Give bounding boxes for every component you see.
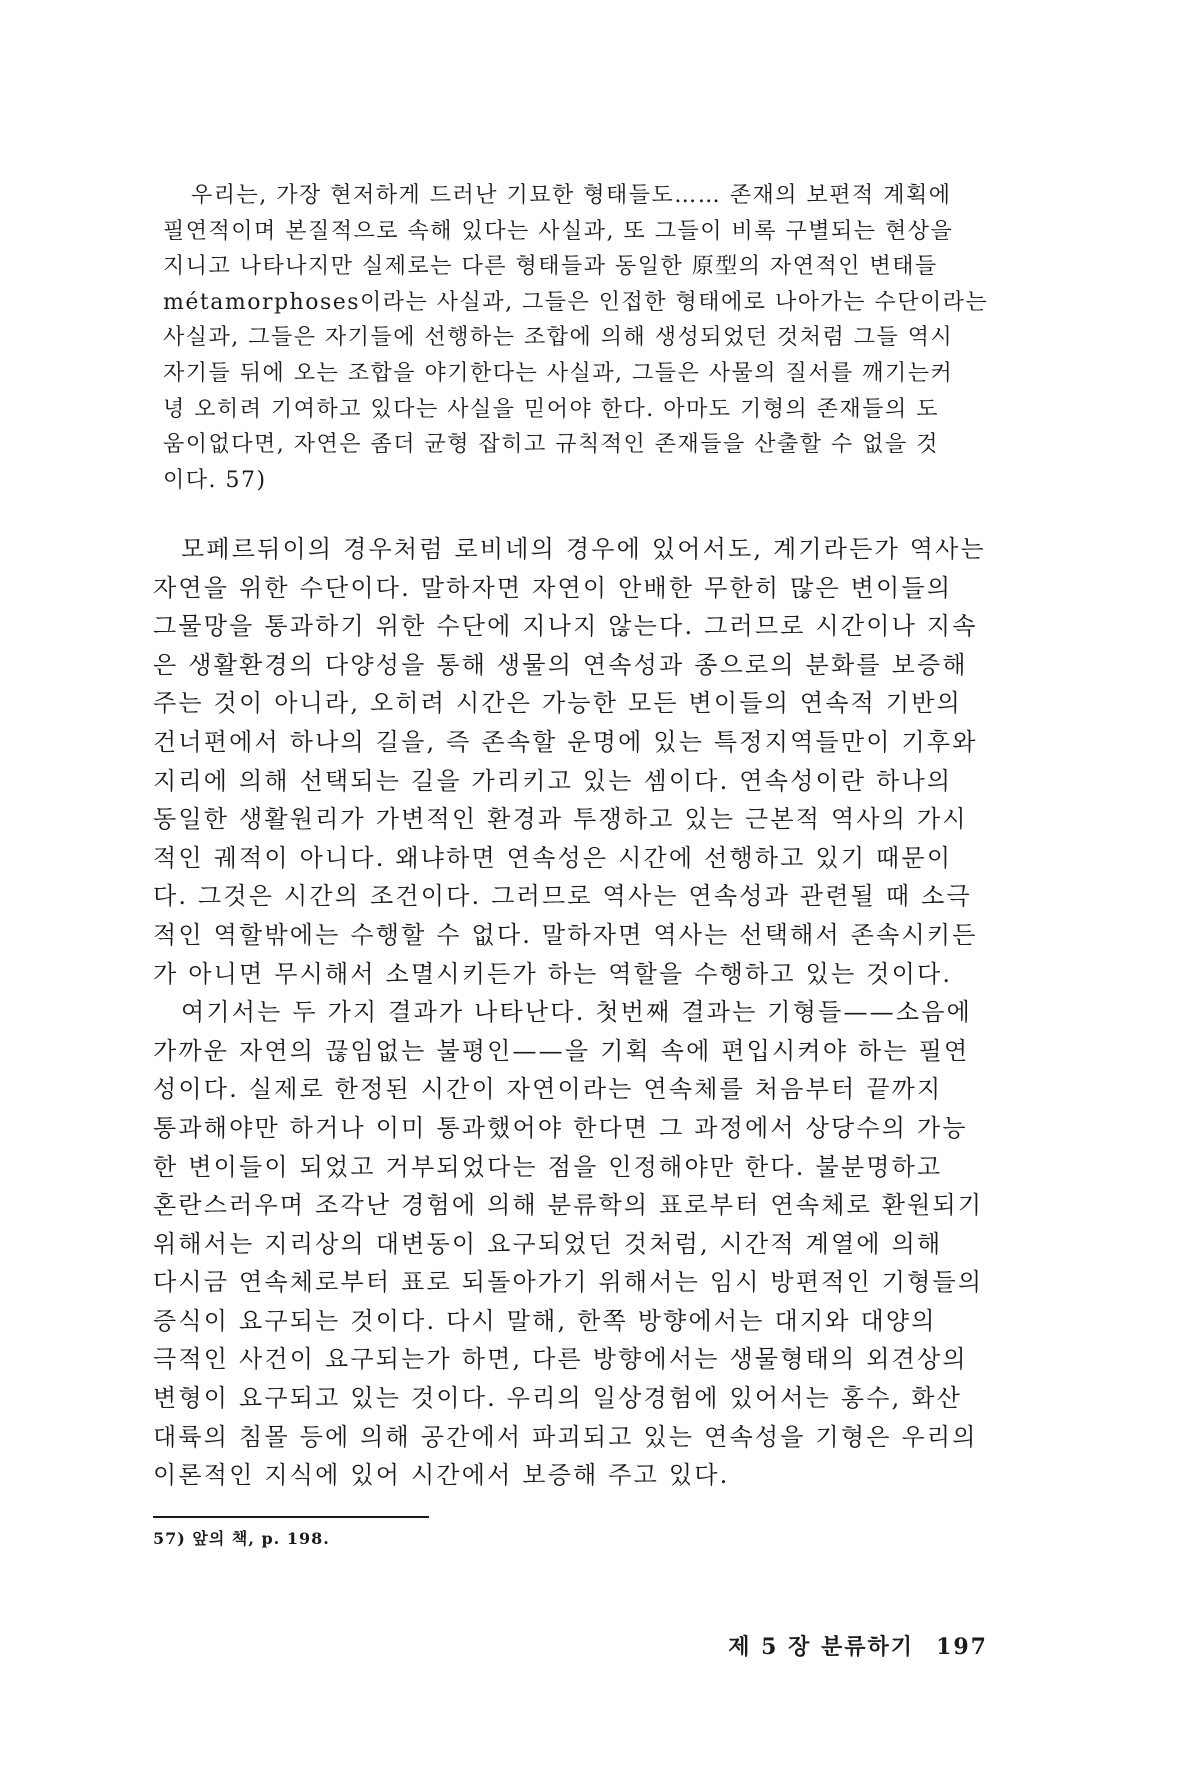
chapter-label: 제 5 장 분류하기 [728,1634,915,1660]
quote-line: 이다. 57) [163,467,267,493]
quote-line: 우리는, 가장 현저하게 드러난 기묘한 형태들도…… 존재의 보편적 계획에 [191,183,952,208]
body-line: 한 변이들이 되었고 거부되었다는 점을 인정해야만 한다. 불분명하고 [153,1152,943,1181]
quote-line: métamorphoses이라는 사실과, 그들은 인접한 형태에로 나아가는 수단이라는 [163,289,989,315]
body-line: 변형이 요구되고 있는 것이다. 우리의 일상경험에 있어서는 홍수, 화산 [153,1384,963,1413]
body-line: 가까운 자연의 끊임없는 불평인——을 기획 속에 편입시켜야 하는 필연 [153,1036,970,1065]
body-line: 자연을 위한 수단이다. 말하자면 자연이 안배한 무한히 많은 변이들의 [153,573,953,602]
body-line: 증식이 요구되는 것이다. 다시 말해, 한쪽 방향에서는 대지와 대양의 [153,1306,937,1335]
running-footer [728,1630,988,1661]
body-line: 여기서는 두 가지 결과가 나타난다. 첫번째 결과는 기형들——소음에 [181,998,973,1027]
body-line: 동일한 생활원리가 가변적인 환경과 투쟁하고 있는 근본적 역사의 가시 [153,805,968,834]
body-line: 주는 것이 아니라, 오히려 시간은 가능한 모든 변이들의 연속적 기반의 [153,689,963,718]
body-line: 대륙의 침몰 등에 의해 공간에서 파괴되고 있는 연속성을 기형은 우리의 [153,1422,978,1451]
body-line: 은 생활환경의 다양성을 통해 생물의 연속성과 종으로의 분화를 보증해 [153,650,968,679]
quote-line: 지니고 나타나지만 실제로는 다른 형태들과 동일한 原型의 자연적인 변태들 [163,254,938,280]
quote-line: 필연적이며 본질적으로 속해 있다는 사실과, 또 그들이 비록 구별되는 현상을 [163,218,954,244]
body-line: 이론적인 지식에 있어 시간에서 보증해 주고 있다. [153,1461,730,1490]
body-line: 다. 그것은 시간의 조건이다. 그러므로 역사는 연속성과 관련될 때 소극 [153,882,972,911]
body-line: 위해서는 지리상의 대변동이 요구되었던 것처럼, 시간적 계열에 의해 [153,1229,943,1258]
body-line: 성이다. 실제로 한정된 시간이 자연이라는 연속체를 처음부터 끝까지 [153,1075,943,1104]
quote-line: 녕 오히려 기여하고 있다는 사실을 믿어야 한다. 아마도 기형의 존재들의 도 [163,396,939,422]
body-text [153,530,1013,1495]
body-line: 모페르뒤이의 경우처럼 로비네의 경우에 있어서도, 계기라든가 역사는 [181,535,986,563]
footnote: 57) 앞의 책, p. 198. [153,1529,330,1548]
body-line: 혼란스러우며 조각난 경험에 의해 분류학의 표로부터 연속체로 환원되기 [153,1191,984,1220]
quote-line: 사실과, 그들은 자기들에 선행하는 조합에 의해 생성되었던 것처럼 그들 역시 [163,325,954,351]
block-quote [163,178,1013,498]
quote-line: 움이없다면, 자연은 좀더 균형 잡히고 규칙적인 존재들을 산출할 수 없을 것 [163,432,939,458]
body-line: 가 아니면 무시해서 소멸시키든가 하는 역할을 수행하고 있는 것이다. [153,959,953,988]
quote-line: 자기들 뒤에 오는 조합을 야기한다는 사실과, 그들은 사물의 질서를 깨기는커 [163,360,954,386]
body-line: 그물망을 통과하기 위한 수단에 지나지 않는다. 그러므로 시간이나 지속 [153,612,978,641]
footnote-divider [153,1516,429,1518]
body-line: 건너편에서 하나의 길을, 즉 존속할 운명에 있는 특정지역들만이 기후와 [153,727,978,756]
page-number: 197 [936,1634,988,1660]
body-line: 통과해야만 하거나 이미 통과했어야 한다면 그 과정에서 상당수의 가능 [153,1113,968,1142]
body-line: 다시금 연속체로부터 표로 되돌아가기 위해서는 임시 방편적인 기형들의 [153,1268,984,1297]
body-line: 극적인 사건이 요구되는가 하면, 다른 방향에서는 생물형태의 외견상의 [153,1345,968,1374]
body-line: 지리에 의해 선택되는 길을 가리키고 있는 셈이다. 연속성이란 하나의 [153,766,953,795]
body-line: 적인 역할밖에는 수행할 수 없다. 말하자면 역사는 선택해서 존속시키든 [153,920,978,949]
body-line: 적인 궤적이 아니다. 왜냐하면 연속성은 시간에 선행하고 있기 때문이 [153,843,953,872]
